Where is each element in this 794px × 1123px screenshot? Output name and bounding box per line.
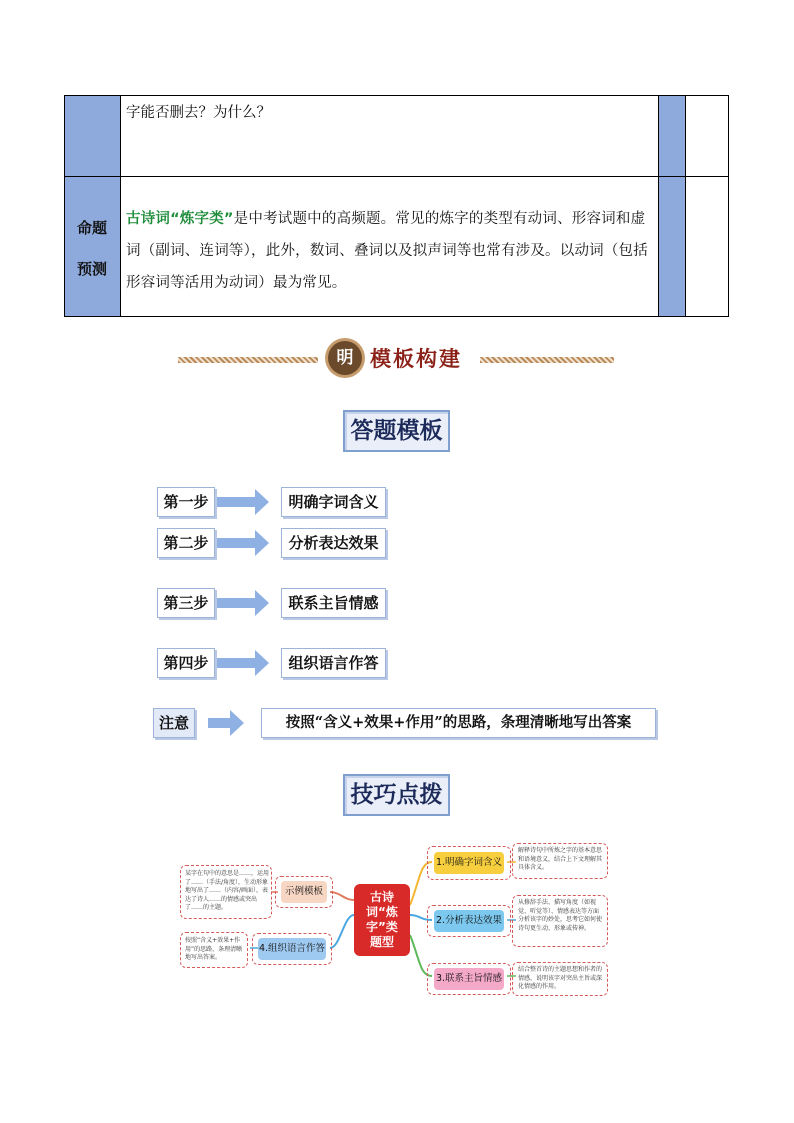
tips-section-title: 技巧点拨 (343, 774, 450, 816)
mindmap-desc-2: 从修辞手法、描写角度（如视觉、听觉等）、情感表达等方面分析该字的妙处，思考它如何使诗句更生动、形象或传神。 (518, 899, 603, 932)
mindmap-desc-3: 结合整首诗的主题思想和作者的情感，说明该字对突出主旨或深化情感的作用。 (518, 966, 603, 990)
mindmap-node-5: 示例模板 (281, 881, 327, 903)
mindmap-node-1: 1.明确字词含义 (434, 852, 504, 874)
mindmap-center (354, 884, 410, 956)
banner-badge: 明 (328, 341, 362, 375)
step-3-content: 联系主旨情感 (281, 588, 386, 618)
mindmap-center-line: 词“炼 (366, 905, 398, 919)
banner-title: 模板构建 (370, 346, 462, 371)
mindmap-desc-1: 解释诗句中所炼之字的基本意思和语境意义，结合上下文理解其具体含义。 (518, 847, 603, 871)
prediction-body: 是中考试题中的高频题。常见的炼字的类型有动词、形容词和虚词（副词、连词等），此外，数词、叠词以及拟声词等也常有涉及。以动词（包括形容词等活用为动词）最为常见。 (126, 211, 648, 291)
mindmap-node-4: 4.组织语言作答 (258, 938, 326, 960)
step-4-label: 第四步 (157, 648, 215, 678)
step-1-content: 明确字词含义 (281, 487, 386, 517)
mindmap-node-2: 2.分析表达效果 (434, 910, 504, 932)
mindmap-desc-5: 某字在句中的意思是……，运用了……（手法/角度），生动形象地写出了……（内容/画面），表达了诗人……的情感或突出了……的主题。 (185, 870, 270, 911)
note-label: 注意 (153, 708, 195, 738)
step-1-label: 第一步 (157, 487, 215, 517)
mindmap-node-3: 3.联系主旨情感 (434, 968, 504, 990)
table-row1-text: 字能否删去？为什么？ (126, 105, 271, 121)
mindmap-center-line: 古诗 (369, 890, 394, 904)
note-content: 按照“含义+效果+作用”的思路，条理清晰地写出答案 (261, 708, 656, 738)
prediction-label-line1: 命题 (76, 219, 107, 237)
prediction-highlight: 古诗词“炼字类” (126, 211, 234, 227)
step-2-label: 第二步 (157, 528, 215, 558)
mindmap-desc-4: 按照“含义+效果+作用”的思路，条理清晰地写出答案。 (185, 937, 243, 961)
step-4-content: 组织语言作答 (281, 648, 386, 678)
step-3-label: 第三步 (157, 588, 215, 618)
step-2-content: 分析表达效果 (281, 528, 386, 558)
mindmap-center-line: 题型 (369, 935, 394, 949)
template-section-title: 答题模板 (343, 410, 450, 452)
mindmap-center-line: 字”类 (366, 920, 398, 934)
prediction-label-line2: 预测 (76, 260, 107, 278)
